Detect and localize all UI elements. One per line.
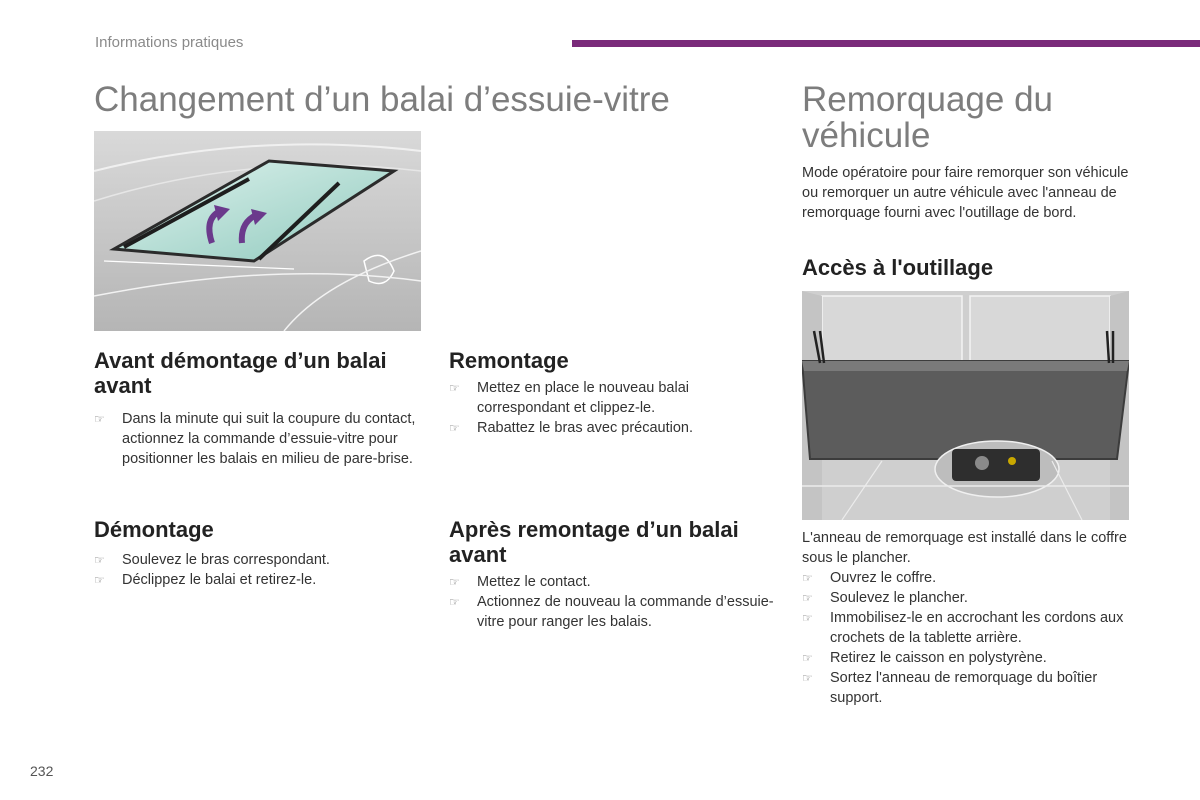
list-item: ☞ Déclippez le balai et retirez-le. — [94, 572, 317, 588]
section-tool-access — [802, 255, 1132, 280]
heading-removal: Démontage — [94, 517, 214, 542]
list-item: ☞ Dans la minute qui suit la coupure du contact, actionnez la commande d’essuie-vitre pour positionner les balais en milieu de pare-brise. — [94, 411, 416, 467]
section-removal — [94, 517, 424, 590]
trunk-toolkit-illustration — [802, 291, 1129, 520]
hand-pointer-icon: ☞ — [802, 671, 813, 685]
windshield-svg — [94, 131, 421, 331]
heading-before-removal: Avant démontage d’un balai avant — [94, 348, 387, 398]
heading-reassembly: Remontage — [449, 348, 569, 373]
hand-pointer-icon: ☞ — [802, 591, 813, 605]
hand-pointer-icon: ☞ — [94, 573, 105, 587]
list-item: ☞ Actionnez de nouveau la commande d’essuie-vitre pour ranger les balais. — [449, 594, 774, 630]
hand-pointer-icon: ☞ — [94, 412, 105, 426]
heading-tool-access: Accès à l'outillage — [802, 255, 994, 280]
list-item: ☞ Rabattez le bras avec précaution. — [449, 420, 694, 436]
list-item: ☞ Immobilisez-le en accrochant les cordons aux crochets de la tablette arrière. — [802, 610, 1124, 646]
section-label: Informations pratiques — [95, 34, 244, 51]
section-tow-ring-steps — [802, 528, 1132, 708]
hand-pointer-icon: ☞ — [94, 553, 105, 567]
list-removal — [94, 550, 424, 590]
section-after-reassembly — [449, 517, 779, 632]
list-item: ☞ Soulevez le bras correspondant. — [94, 552, 330, 568]
list-tow-ring-steps — [802, 568, 1132, 708]
hand-pointer-icon: ☞ — [449, 595, 460, 609]
section-reassembly — [449, 348, 769, 438]
hand-pointer-icon: ☞ — [449, 381, 460, 395]
heading-after-reassembly: Après remontage d’un balai avant — [449, 517, 739, 567]
list-item: ☞ Ouvrez le coffre. — [802, 570, 937, 586]
header-accent-bar — [572, 40, 1200, 47]
hand-pointer-icon: ☞ — [449, 575, 460, 589]
page-title-towing: Remorquage du véhicule — [802, 80, 1053, 155]
towing-intro-text: Mode opératoire pour faire remorquer son véhicule ou remorquer un autre véhicule avec l'anneau de remorquage fourni avec l'outillage de bord. — [802, 165, 1129, 221]
list-reassembly — [449, 378, 769, 438]
section-before-removal — [94, 348, 424, 469]
trunk-svg — [802, 291, 1129, 520]
list-item: ☞ Sortez l'anneau de remorquage du boîtier support. — [802, 670, 1098, 706]
hand-pointer-icon: ☞ — [802, 611, 813, 625]
hand-pointer-icon: ☞ — [449, 421, 460, 435]
list-item: ☞ Mettez en place le nouveau balai correspondant et clippez-le. — [449, 380, 690, 416]
list-item: ☞ Soulevez le plancher. — [802, 590, 968, 606]
page-title-wiper: Changement d’un balai d’essuie-vitre — [94, 80, 670, 119]
hand-pointer-icon: ☞ — [802, 571, 813, 585]
windshield-wiper-illustration — [94, 131, 421, 331]
list-item: ☞ Mettez le contact. — [449, 574, 591, 590]
list-before-removal — [94, 409, 424, 469]
list-item: ☞ Retirez le caisson en polystyrène. — [802, 650, 1047, 666]
list-after-reassembly — [449, 572, 779, 632]
page-number: 232 — [30, 763, 54, 779]
hand-pointer-icon: ☞ — [802, 651, 813, 665]
tow-ring-location-text: L'anneau de remorquage est installé dans le coffre sous le plancher. — [802, 530, 1127, 566]
towing-intro — [802, 163, 1132, 223]
